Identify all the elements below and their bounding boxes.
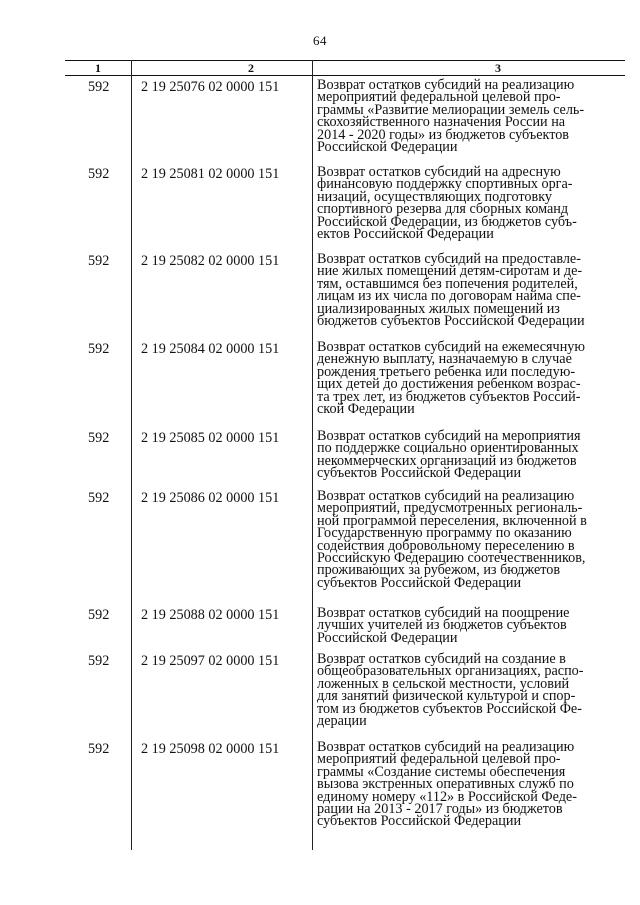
description-line: та трех лет, из бюджетов субъектов Россий- — [317, 388, 581, 405]
row-description — [317, 651, 607, 730]
description-line: Российской Федерации — [317, 629, 458, 646]
description-line: Возврат остатков субсидий на адресную — [317, 164, 561, 180]
row-description — [317, 251, 607, 330]
header-col-1: 1 — [95, 61, 101, 75]
description-line: общеобразовательных организациях, распо- — [317, 663, 584, 680]
description-line: вызова экстренных оперативных служб по — [317, 776, 574, 793]
row-budget-code: 2 19 25081 02 0000 151 — [141, 166, 280, 182]
row-budget-code: 2 19 25097 02 0000 151 — [141, 653, 280, 669]
row-budget-code: 2 19 25085 02 0000 151 — [141, 430, 280, 446]
description-line: для занятий физической культурой и спор- — [317, 688, 576, 705]
description-line: Российской Федерации, из бюджетов субъ- — [317, 213, 577, 230]
description-line: некоммерческих организаций из бюджетов — [317, 452, 577, 469]
row-description — [317, 430, 607, 480]
description-line: содействия добровольному переселению в — [317, 537, 575, 554]
row-code: 592 — [88, 166, 110, 182]
row-budget-code: 2 19 25098 02 0000 151 — [141, 741, 280, 757]
row-code: 592 — [88, 653, 110, 669]
description-line: Российской Федерации — [317, 139, 458, 156]
row-budget-code: 2 19 25088 02 0000 151 — [141, 607, 280, 623]
description-line: субъектов Российской Федерации — [317, 813, 522, 830]
row-code: 592 — [88, 607, 110, 623]
description-line: Возврат остатков субсидий на поощрение — [317, 605, 570, 621]
description-line: лучших учителей из бюджетов субъектов — [317, 617, 567, 634]
description-line: бюджетов субъектов Российской Федерации — [317, 313, 585, 330]
description-line: ние жилых помещений детям-сиротам и де- — [317, 263, 583, 280]
description-line: Государственную программу по оказанию — [317, 525, 572, 542]
description-line: проживающих за рубежом, из бюджетов — [317, 562, 561, 579]
description-line: мероприятий, предусмотренных региональ- — [317, 500, 583, 517]
description-line: Возврат остатков субсидий на ежемесячную — [317, 339, 585, 355]
description-line: граммы «Создание системы обеспечения — [317, 763, 566, 780]
row-code: 592 — [88, 490, 110, 506]
description-line: единому номеру «112» в Российской Феде- — [317, 788, 577, 805]
row-budget-code: 2 19 25076 02 0000 151 — [141, 79, 280, 95]
page-number: 64 — [313, 33, 327, 48]
description-line: том из бюджетов субъектов Российской Фе- — [317, 700, 582, 717]
header-col-3: 3 — [495, 61, 501, 75]
description-line: щих детей до достижения ребенком возрас- — [317, 376, 581, 393]
description-line: субъектов Российской Федерации — [317, 465, 522, 482]
description-line: лицам из их числа по договорам найма спе- — [317, 288, 581, 305]
description-line: граммы «Развитие мелиорации земель сель- — [317, 101, 585, 118]
description-line: мероприятий федеральной целевой про- — [317, 751, 561, 768]
description-line: Возврат остатков субсидий на мероприятия — [317, 428, 581, 444]
description-line: тям, оставшимся без попечения родителей, — [317, 275, 578, 292]
description-line: ектов Российской Федерации — [317, 226, 494, 243]
table-header — [65, 61, 625, 75]
header-col-2: 2 — [248, 61, 254, 75]
row-description — [317, 164, 607, 243]
description-line: спортивного резерва для сборных команд — [317, 201, 569, 218]
description-line: мероприятий федеральной целевой про- — [317, 89, 561, 106]
row-description — [317, 77, 607, 156]
description-line: рождения третьего ребенка или последую- — [317, 363, 576, 380]
row-budget-code: 2 19 25082 02 0000 151 — [141, 253, 280, 269]
row-description — [317, 607, 607, 644]
description-line: дерации — [317, 713, 367, 730]
description-line: Возврат остатков субсидий на создание в — [317, 651, 566, 667]
row-code: 592 — [88, 253, 110, 269]
row-code: 592 — [88, 341, 110, 357]
description-line: Возврат остатков субсидий на реализацию — [317, 77, 575, 93]
row-budget-code: 2 19 25086 02 0000 151 — [141, 490, 280, 506]
row-code: 592 — [88, 430, 110, 446]
description-line: циализированных жилых помещений из — [317, 300, 560, 317]
description-line: ной программой переселения, включенной в — [317, 512, 587, 529]
description-line: 2014 - 2020 годы» из бюджетов субъектов — [317, 126, 570, 143]
row-code: 592 — [88, 79, 110, 95]
description-line: денежную выплату, назначаемую в случае — [317, 351, 572, 368]
description-line: Возврат остатков субсидий на реализацию — [317, 488, 575, 504]
description-line: рации на 2013 - 2017 годы» из бюджетов — [317, 801, 563, 818]
row-description — [317, 339, 607, 418]
description-line: по поддержке социально ориентированных — [317, 440, 579, 457]
description-line: ской Федерации — [317, 401, 415, 418]
description-line: Возврат остатков субсидий на реализацию — [317, 739, 575, 755]
description-line: субъектов Российской Федерации — [317, 574, 522, 591]
description-line: ложенных в сельской местности, условий — [317, 675, 570, 692]
description-line: Возврат остатков субсидий на предоставле- — [317, 251, 581, 267]
column-divider-1 — [131, 60, 132, 850]
description-line: Российскую Федерацию соотечественников, — [317, 550, 586, 567]
table-header-rule — [65, 75, 625, 76]
row-code: 592 — [88, 741, 110, 757]
row-description — [317, 490, 607, 589]
row-description — [317, 741, 607, 828]
description-line: низаций, осуществляющих подготовку — [317, 188, 553, 205]
row-budget-code: 2 19 25084 02 0000 151 — [141, 341, 280, 357]
description-line: скохозяйственного назначения России на — [317, 114, 566, 131]
description-line: финансовую поддержку спортивных орга- — [317, 176, 573, 193]
